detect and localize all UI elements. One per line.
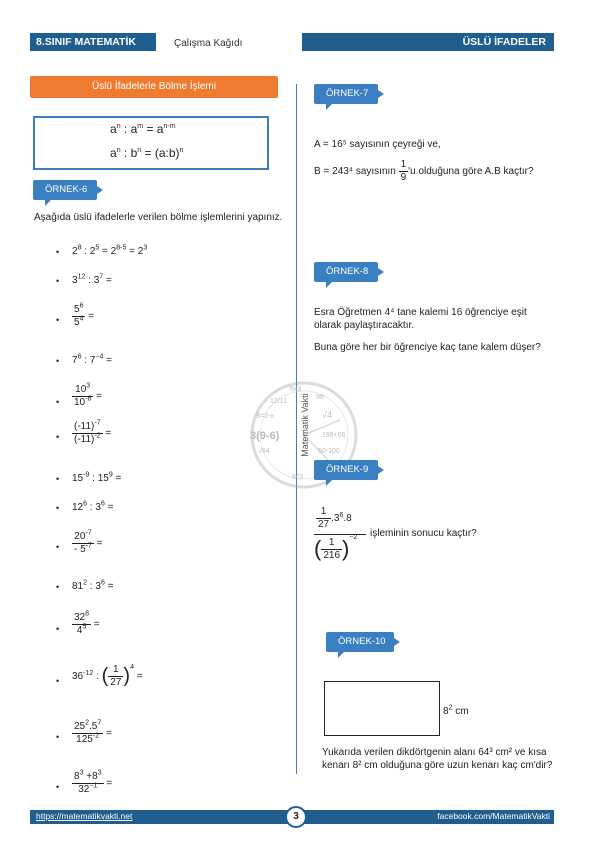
watermark-item: -8=2-x: [254, 413, 275, 420]
ornek7-line-b-pre: B = 243⁴ sayısının: [314, 166, 396, 178]
ornek9-denominator: ( $\frac{1}{216}$ )$^{-2}$: [314, 534, 358, 561]
rule-2-exp1: n: [116, 147, 121, 154]
ornek6-badge: [33, 180, 97, 200]
item-14: $\frac{8^3 +8^3}{32^{-1}}$ =: [74, 769, 113, 795]
ornek7-frac-den: 9: [400, 172, 407, 183]
rule-2-mid: : b: [120, 146, 138, 160]
bullet: •: [56, 247, 60, 257]
watermark-item: √4: [322, 410, 332, 420]
bullet: •: [56, 432, 60, 442]
bullet: •: [56, 503, 60, 513]
watermark-item: 99: [316, 394, 324, 401]
ornek8-label: ÖRNEK-8: [326, 266, 369, 277]
item-13: $\frac{25^2.5^7}{125^{-2}}$ =: [74, 719, 112, 745]
footer-page-number: 3: [285, 806, 307, 828]
watermark-item: 198+66: [322, 432, 346, 439]
item-11: $\frac{32^8}{4^5}$ =: [74, 610, 100, 636]
rule-2: [110, 146, 183, 160]
ornek7-frac-num: 1: [400, 159, 407, 170]
ornek9-frac2-den: 216: [323, 549, 341, 561]
rule-1: [110, 122, 176, 136]
item-3: $\frac{5^6}{5^4}$ =: [74, 302, 95, 328]
rule-1-mid: : a: [120, 122, 138, 136]
ornek9-frac1-num: 1: [316, 506, 331, 519]
bullet: •: [56, 732, 60, 742]
rectangle-side-exp: 2: [448, 704, 453, 712]
ornek9-expression: [316, 506, 352, 531]
bullet: •: [56, 542, 60, 552]
rectangle-side-unit: cm: [455, 706, 469, 717]
item-10: $81^2$ : $3^6$ =: [72, 579, 114, 592]
item-12: $36^{-12}$ : ( $\frac{1}{27}$ )$^4$ =: [72, 663, 143, 688]
item-6: $\frac{(-11)^{-7}}{(-11)^{-2}}$ =: [74, 419, 112, 445]
ornek7-line-b: [314, 159, 534, 184]
footer-facebook-link[interactable]: facebook.com/MatematikVakti: [437, 811, 550, 821]
ornek8-badge: [314, 262, 378, 282]
ornek7-label: ÖRNEK-7: [326, 88, 369, 99]
rule-2-exp2: n: [137, 147, 142, 154]
header-left: 8.SINIF MATEMATİK: [30, 33, 156, 51]
ornek9-label: ÖRNEK-9: [326, 464, 369, 475]
watermark-item: 12/11: [270, 398, 287, 405]
ornek9-mid-exp: 6: [339, 511, 344, 519]
watermark-text: Matematik Vakti: [300, 393, 310, 457]
rule-1-exp3: n-m: [163, 123, 176, 130]
rectangle-shape: [324, 681, 440, 736]
section-title: Üslü İfadelerle Bölme İşlemi: [30, 76, 278, 98]
ornek9-frac1-den: 27: [318, 519, 330, 530]
ornek9-frac2-num: 1: [321, 537, 342, 550]
ornek7-badge: [314, 84, 378, 104]
rectangle-side-base: 8: [443, 706, 449, 717]
rule-2-eq: = (a:b): [141, 146, 180, 160]
header-center: Çalışma Kağıdı: [174, 38, 243, 49]
rule-1-exp2: m: [137, 123, 144, 130]
item-5: $\frac{10^3}{10^{-8}}$ =: [74, 382, 102, 408]
watermark-item: 8^2: [292, 474, 304, 481]
item-8: $12^6$ : $3^6$ =: [72, 500, 114, 513]
header-right: ÜSLÜ İFADELER: [302, 33, 554, 51]
ornek7-line-a: A = 16⁵ sayısının çeyreği ve,: [314, 139, 441, 150]
watermark-center: 3(9-6): [250, 430, 280, 442]
bullet: •: [56, 782, 60, 792]
rule-1-eq: = a: [143, 122, 164, 136]
bullet: •: [56, 624, 60, 634]
ornek8-paragraph-1: Esra Öğretmen 4⁴ tane kalemi 16 öğrenciye eşit olarak paylaştıracaktır.: [314, 307, 527, 331]
watermark-item: √64: [258, 448, 270, 455]
bullet: •: [56, 474, 60, 484]
ornek8-paragraph-2: Buna göre her bir öğrenciye kaç tane kalem düşer?: [314, 342, 541, 353]
ornek6-label: ÖRNEK-6: [45, 184, 88, 195]
ornek9-main-bar: [314, 534, 366, 535]
ornek10-label: ÖRNEK-10: [338, 636, 386, 647]
rule-1-base: a: [110, 122, 117, 136]
item-1: $2^8$ : $2^5 = 2^{8-5} = 2^3$: [72, 244, 148, 257]
ornek10-badge: [326, 632, 394, 652]
bullet: •: [56, 582, 60, 592]
ornek6-instruction: Aşağıda üslü ifadelerle verilen bölme işlemlerini yapınız.: [34, 212, 283, 223]
bullet: •: [56, 356, 60, 366]
bullet: •: [56, 276, 60, 286]
watermark-item: 6x3: [290, 386, 302, 393]
item-2: $3^{12}$ : $3^7$ =: [72, 273, 112, 286]
rule-1-exp1: n: [116, 123, 121, 130]
watermark-item: 50-100: [318, 448, 340, 455]
ornek9-mid: .3: [331, 513, 340, 525]
ornek9-tail: .8: [343, 513, 352, 525]
rectangle-side-label: [443, 706, 469, 717]
item-7: $15^{-9}$ : $15^9$ =: [72, 471, 122, 484]
ornek9-question: işleminin sonucu kaçtır?: [370, 528, 477, 539]
ornek10-text: Yukarıda verilen dikdörtgenin alanı 64³ cm² ve kısa kenarı 8² cm olduğuna göre uzun kenarı kaç cm'dir?: [322, 747, 553, 771]
bullet: •: [56, 676, 60, 686]
rule-2-exp3: n: [179, 147, 184, 154]
item-4: $7^6$ : $7^{-4}$ =: [72, 353, 112, 366]
ornek7-line-b-post: 'u olduğuna göre A.B kaçtır?: [408, 166, 534, 178]
ornek9-exp: −2: [349, 534, 358, 542]
ornek9-badge: [314, 460, 378, 480]
bullet: •: [56, 315, 60, 325]
bullet: •: [56, 397, 60, 407]
rule-2-base: a: [110, 146, 117, 160]
footer-website-link[interactable]: https://matematikvakti.net: [36, 811, 133, 821]
item-9: $\frac{20^{-7}}{- 5^{-7}}$ =: [74, 529, 103, 555]
